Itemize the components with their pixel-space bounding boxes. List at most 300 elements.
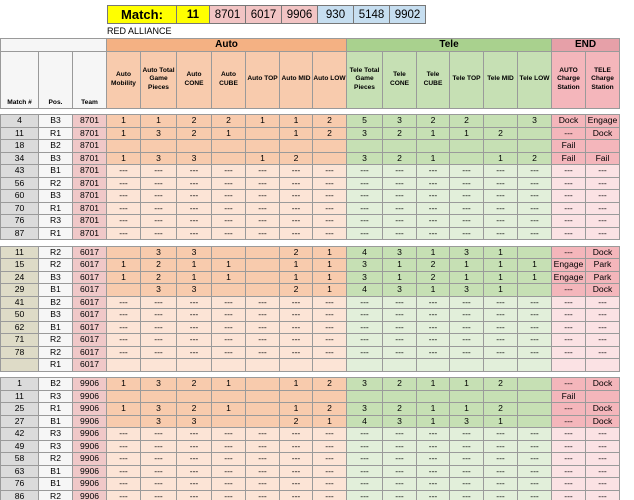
cell-match[interactable]: 42 (1, 428, 39, 441)
cell-tele-cube[interactable]: --- (417, 202, 450, 215)
cell-tele-total[interactable]: 4 (347, 284, 383, 297)
cell-match[interactable]: 1 (1, 378, 39, 391)
cell-tele-cube[interactable]: 1 (417, 152, 450, 165)
cell-auto-cube[interactable]: --- (212, 321, 246, 334)
cell-auto-charge[interactable]: --- (552, 415, 586, 428)
cell-auto-mobility[interactable]: --- (107, 309, 141, 322)
cell-tele-total[interactable]: --- (347, 227, 383, 240)
cell-auto-charge[interactable]: --- (552, 177, 586, 190)
cell-auto-total[interactable] (141, 140, 177, 153)
cell-team[interactable]: 9906 (73, 403, 107, 416)
cell-tele-mid[interactable]: --- (484, 428, 518, 441)
cell-auto-cone[interactable]: --- (177, 215, 212, 228)
cell-tele-total[interactable]: --- (347, 202, 383, 215)
cell-auto-cube[interactable]: --- (212, 465, 246, 478)
cell-tele-charge[interactable]: --- (586, 428, 620, 441)
cell-tele-cube[interactable]: --- (417, 453, 450, 466)
cell-tele-charge[interactable] (586, 359, 620, 372)
cell-tele-low[interactable]: --- (518, 428, 552, 441)
cell-tele-top[interactable]: --- (450, 190, 484, 203)
cell-auto-mid[interactable]: --- (280, 165, 313, 178)
cell-auto-cone[interactable]: --- (177, 165, 212, 178)
cell-team[interactable]: 8701 (73, 215, 107, 228)
cell-match[interactable]: 24 (1, 271, 39, 284)
cell-match[interactable]: 63 (1, 465, 39, 478)
cell-auto-total[interactable]: --- (141, 190, 177, 203)
cell-auto-charge[interactable]: --- (552, 202, 586, 215)
cell-tele-charge[interactable]: Park (586, 271, 620, 284)
cell-tele-charge[interactable]: Engage (586, 115, 620, 128)
cell-tele-total[interactable]: 5 (347, 115, 383, 128)
cell-pos[interactable]: R1 (39, 403, 73, 416)
cell-pos[interactable]: R2 (39, 177, 73, 190)
cell-auto-cone[interactable]: --- (177, 453, 212, 466)
cell-auto-cone[interactable]: --- (177, 490, 212, 500)
cell-auto-cube[interactable]: --- (212, 428, 246, 441)
cell-auto-top[interactable]: --- (246, 465, 280, 478)
cell-auto-cone[interactable]: --- (177, 478, 212, 491)
cell-tele-low[interactable]: --- (518, 478, 552, 491)
cell-auto-top[interactable]: --- (246, 346, 280, 359)
cell-tele-cube[interactable]: 1 (417, 415, 450, 428)
cell-auto-mobility[interactable] (107, 415, 141, 428)
cell-pos[interactable]: B1 (39, 465, 73, 478)
cell-auto-top[interactable]: --- (246, 202, 280, 215)
cell-auto-charge[interactable]: --- (552, 465, 586, 478)
cell-tele-low[interactable] (518, 284, 552, 297)
cell-auto-mobility[interactable]: 1 (107, 115, 141, 128)
cell-auto-charge[interactable]: Fail (552, 152, 586, 165)
cell-pos[interactable]: B3 (39, 190, 73, 203)
cell-tele-total[interactable]: --- (347, 490, 383, 500)
cell-tele-cube[interactable]: 2 (417, 271, 450, 284)
cell-team[interactable]: 8701 (73, 177, 107, 190)
cell-auto-low[interactable]: --- (313, 165, 347, 178)
cell-auto-mobility[interactable] (107, 140, 141, 153)
cell-auto-total[interactable]: --- (141, 346, 177, 359)
cell-auto-mid[interactable]: 1 (280, 127, 313, 140)
cell-auto-cone[interactable]: 2 (177, 378, 212, 391)
cell-tele-top[interactable]: --- (450, 296, 484, 309)
cell-pos[interactable]: B3 (39, 152, 73, 165)
cell-tele-top[interactable] (450, 152, 484, 165)
cell-tele-total[interactable]: --- (347, 165, 383, 178)
cell-match[interactable]: 11 (1, 390, 39, 403)
cell-auto-top[interactable]: --- (246, 440, 280, 453)
cell-auto-mobility[interactable]: --- (107, 177, 141, 190)
cell-team[interactable]: 6017 (73, 359, 107, 372)
cell-team[interactable]: 9906 (73, 378, 107, 391)
match-number[interactable]: 11 (176, 5, 210, 24)
cell-pos[interactable]: B1 (39, 415, 73, 428)
cell-auto-cube[interactable]: --- (212, 334, 246, 347)
cell-tele-top[interactable]: --- (450, 177, 484, 190)
cell-team[interactable]: 6017 (73, 271, 107, 284)
cell-match[interactable]: 11 (1, 246, 39, 259)
cell-auto-cube[interactable] (212, 359, 246, 372)
cell-auto-top[interactable] (246, 390, 280, 403)
cell-tele-total[interactable]: --- (347, 177, 383, 190)
cell-auto-mobility[interactable]: --- (107, 465, 141, 478)
cell-auto-mobility[interactable]: --- (107, 346, 141, 359)
cell-auto-cube[interactable]: --- (212, 190, 246, 203)
cell-auto-charge[interactable]: --- (552, 378, 586, 391)
cell-auto-mobility[interactable]: --- (107, 334, 141, 347)
cell-auto-total[interactable]: 3 (141, 127, 177, 140)
cell-auto-total[interactable]: 3 (141, 415, 177, 428)
cell-match[interactable]: 49 (1, 440, 39, 453)
cell-auto-low[interactable] (313, 390, 347, 403)
cell-tele-cube[interactable]: 1 (417, 246, 450, 259)
cell-auto-top[interactable] (246, 284, 280, 297)
cell-auto-low[interactable]: 2 (313, 127, 347, 140)
cell-auto-charge[interactable]: --- (552, 296, 586, 309)
cell-tele-cone[interactable]: --- (383, 177, 417, 190)
cell-tele-top[interactable]: --- (450, 165, 484, 178)
cell-auto-total[interactable]: 3 (141, 284, 177, 297)
cell-auto-mobility[interactable]: --- (107, 165, 141, 178)
cell-auto-low[interactable]: 1 (313, 415, 347, 428)
cell-tele-cube[interactable]: --- (417, 346, 450, 359)
cell-auto-total[interactable]: --- (141, 309, 177, 322)
cell-tele-top[interactable]: --- (450, 440, 484, 453)
cell-tele-charge[interactable] (586, 140, 620, 153)
cell-auto-top[interactable] (246, 127, 280, 140)
cell-auto-mid[interactable]: --- (280, 465, 313, 478)
cell-tele-low[interactable]: 3 (518, 115, 552, 128)
cell-auto-total[interactable] (141, 390, 177, 403)
cell-auto-low[interactable]: --- (313, 490, 347, 500)
cell-auto-mobility[interactable]: --- (107, 490, 141, 500)
cell-tele-cube[interactable]: 2 (417, 259, 450, 272)
cell-match[interactable]: 86 (1, 490, 39, 500)
cell-auto-mobility[interactable] (107, 284, 141, 297)
cell-tele-charge[interactable]: --- (586, 346, 620, 359)
cell-tele-cube[interactable]: --- (417, 321, 450, 334)
cell-tele-charge[interactable]: --- (586, 465, 620, 478)
cell-auto-low[interactable]: --- (313, 334, 347, 347)
cell-auto-cube[interactable]: --- (212, 227, 246, 240)
cell-auto-mobility[interactable]: 1 (107, 378, 141, 391)
cell-auto-cube[interactable]: --- (212, 215, 246, 228)
cell-team[interactable]: 6017 (73, 309, 107, 322)
cell-tele-charge[interactable]: Dock (586, 403, 620, 416)
cell-auto-low[interactable] (313, 152, 347, 165)
cell-tele-cube[interactable]: --- (417, 215, 450, 228)
cell-tele-total[interactable] (347, 140, 383, 153)
cell-match[interactable]: 62 (1, 321, 39, 334)
cell-tele-mid[interactable]: --- (484, 478, 518, 491)
cell-auto-mobility[interactable]: 1 (107, 403, 141, 416)
cell-tele-mid[interactable]: --- (484, 190, 518, 203)
cell-match[interactable]: 56 (1, 177, 39, 190)
cell-tele-cone[interactable]: --- (383, 309, 417, 322)
cell-tele-cone[interactable] (383, 390, 417, 403)
cell-auto-cube[interactable]: 2 (212, 115, 246, 128)
cell-auto-cube[interactable]: 1 (212, 259, 246, 272)
cell-tele-mid[interactable]: --- (484, 321, 518, 334)
cell-auto-top[interactable] (246, 259, 280, 272)
cell-auto-cube[interactable]: --- (212, 309, 246, 322)
cell-tele-cube[interactable]: --- (417, 428, 450, 441)
cell-auto-cube[interactable] (212, 415, 246, 428)
cell-auto-cube[interactable]: 1 (212, 403, 246, 416)
cell-tele-cube[interactable]: --- (417, 440, 450, 453)
cell-auto-cone[interactable]: 1 (177, 271, 212, 284)
cell-match[interactable]: 43 (1, 165, 39, 178)
cell-auto-charge[interactable]: --- (552, 215, 586, 228)
cell-auto-total[interactable]: --- (141, 428, 177, 441)
cell-tele-top[interactable]: --- (450, 215, 484, 228)
cell-tele-cone[interactable]: --- (383, 165, 417, 178)
cell-tele-mid[interactable]: 2 (484, 403, 518, 416)
cell-auto-top[interactable] (246, 359, 280, 372)
cell-tele-mid[interactable]: 2 (484, 127, 518, 140)
cell-auto-cone[interactable]: --- (177, 202, 212, 215)
cell-tele-low[interactable] (518, 390, 552, 403)
cell-tele-cone[interactable]: --- (383, 346, 417, 359)
cell-tele-top[interactable] (450, 359, 484, 372)
cell-tele-total[interactable] (347, 359, 383, 372)
cell-auto-cone[interactable]: 2 (177, 115, 212, 128)
cell-auto-charge[interactable]: --- (552, 309, 586, 322)
cell-tele-cone[interactable]: --- (383, 190, 417, 203)
cell-tele-mid[interactable] (484, 359, 518, 372)
cell-tele-top[interactable]: --- (450, 321, 484, 334)
cell-tele-top[interactable]: 1 (450, 378, 484, 391)
cell-tele-mid[interactable]: --- (484, 465, 518, 478)
cell-tele-low[interactable]: --- (518, 215, 552, 228)
cell-tele-low[interactable]: --- (518, 465, 552, 478)
cell-auto-total[interactable]: 3 (141, 378, 177, 391)
cell-auto-low[interactable]: --- (313, 202, 347, 215)
cell-match[interactable]: 11 (1, 127, 39, 140)
cell-auto-cube[interactable]: --- (212, 165, 246, 178)
cell-auto-low[interactable]: 2 (313, 115, 347, 128)
cell-pos[interactable]: R3 (39, 390, 73, 403)
cell-auto-mobility[interactable]: --- (107, 428, 141, 441)
cell-tele-total[interactable]: 4 (347, 246, 383, 259)
cell-auto-total[interactable]: --- (141, 321, 177, 334)
cell-auto-mobility[interactable] (107, 390, 141, 403)
cell-tele-cube[interactable]: --- (417, 465, 450, 478)
cell-auto-charge[interactable]: --- (552, 453, 586, 466)
cell-auto-mobility[interactable]: --- (107, 296, 141, 309)
cell-tele-total[interactable]: --- (347, 296, 383, 309)
cell-tele-total[interactable]: 4 (347, 415, 383, 428)
cell-tele-total[interactable]: --- (347, 309, 383, 322)
cell-tele-low[interactable] (518, 415, 552, 428)
cell-auto-cone[interactable]: --- (177, 190, 212, 203)
cell-tele-cone[interactable]: --- (383, 334, 417, 347)
cell-team[interactable]: 6017 (73, 259, 107, 272)
cell-auto-total[interactable]: --- (141, 202, 177, 215)
cell-team[interactable]: 8701 (73, 140, 107, 153)
cell-tele-charge[interactable]: --- (586, 227, 620, 240)
cell-auto-cube[interactable]: --- (212, 346, 246, 359)
cell-auto-mobility[interactable]: --- (107, 227, 141, 240)
cell-tele-mid[interactable]: 1 (484, 152, 518, 165)
cell-auto-charge[interactable]: --- (552, 334, 586, 347)
cell-tele-top[interactable]: --- (450, 334, 484, 347)
cell-tele-cube[interactable]: --- (417, 190, 450, 203)
cell-auto-mid[interactable]: --- (280, 296, 313, 309)
cell-tele-cone[interactable]: 2 (383, 127, 417, 140)
cell-tele-charge[interactable]: --- (586, 165, 620, 178)
cell-auto-total[interactable]: --- (141, 227, 177, 240)
cell-tele-top[interactable]: 1 (450, 403, 484, 416)
cell-tele-low[interactable]: --- (518, 177, 552, 190)
cell-tele-mid[interactable]: --- (484, 453, 518, 466)
cell-tele-cone[interactable]: 3 (383, 284, 417, 297)
cell-tele-charge[interactable]: Dock (586, 127, 620, 140)
red-team-1[interactable]: 8701 (209, 5, 246, 24)
cell-auto-cube[interactable] (212, 284, 246, 297)
cell-auto-total[interactable]: --- (141, 478, 177, 491)
cell-auto-mobility[interactable]: 1 (107, 271, 141, 284)
cell-pos[interactable]: B2 (39, 378, 73, 391)
cell-match[interactable]: 25 (1, 403, 39, 416)
cell-auto-mid[interactable]: --- (280, 478, 313, 491)
cell-tele-charge[interactable] (586, 390, 620, 403)
cell-tele-cube[interactable]: --- (417, 227, 450, 240)
cell-auto-cone[interactable]: --- (177, 296, 212, 309)
cell-auto-top[interactable]: --- (246, 309, 280, 322)
cell-match[interactable]: 70 (1, 202, 39, 215)
cell-tele-charge[interactable]: --- (586, 215, 620, 228)
cell-tele-low[interactable]: --- (518, 227, 552, 240)
cell-tele-cube[interactable]: 1 (417, 403, 450, 416)
cell-auto-cube[interactable]: --- (212, 490, 246, 500)
cell-tele-cone[interactable]: 2 (383, 403, 417, 416)
cell-tele-total[interactable]: --- (347, 478, 383, 491)
cell-auto-cube[interactable] (212, 140, 246, 153)
cell-tele-charge[interactable]: --- (586, 190, 620, 203)
cell-auto-charge[interactable]: --- (552, 127, 586, 140)
cell-auto-cube[interactable]: --- (212, 177, 246, 190)
cell-tele-top[interactable]: 2 (450, 115, 484, 128)
cell-auto-low[interactable]: --- (313, 321, 347, 334)
cell-auto-mobility[interactable]: --- (107, 453, 141, 466)
cell-auto-mid[interactable]: 1 (280, 403, 313, 416)
cell-tele-low[interactable]: --- (518, 346, 552, 359)
cell-auto-mid[interactable]: --- (280, 346, 313, 359)
cell-auto-charge[interactable]: --- (552, 227, 586, 240)
cell-auto-charge[interactable]: --- (552, 346, 586, 359)
cell-tele-low[interactable]: --- (518, 440, 552, 453)
cell-tele-top[interactable] (450, 390, 484, 403)
cell-auto-mobility[interactable]: --- (107, 478, 141, 491)
cell-tele-charge[interactable]: --- (586, 296, 620, 309)
cell-tele-low[interactable]: --- (518, 190, 552, 203)
cell-auto-cube[interactable]: 1 (212, 378, 246, 391)
cell-tele-total[interactable]: --- (347, 321, 383, 334)
cell-auto-low[interactable]: --- (313, 190, 347, 203)
cell-tele-cone[interactable]: --- (383, 202, 417, 215)
cell-auto-cube[interactable]: --- (212, 453, 246, 466)
cell-auto-mid[interactable]: 2 (280, 152, 313, 165)
cell-tele-top[interactable]: 1 (450, 127, 484, 140)
cell-pos[interactable]: B3 (39, 115, 73, 128)
cell-auto-low[interactable]: --- (313, 428, 347, 441)
cell-auto-charge[interactable]: --- (552, 440, 586, 453)
cell-team[interactable]: 6017 (73, 334, 107, 347)
cell-tele-top[interactable]: 1 (450, 259, 484, 272)
cell-match[interactable]: 34 (1, 152, 39, 165)
cell-auto-charge[interactable]: Fail (552, 140, 586, 153)
cell-pos[interactable]: B1 (39, 478, 73, 491)
cell-tele-low[interactable]: --- (518, 321, 552, 334)
cell-auto-cube[interactable]: --- (212, 202, 246, 215)
cell-tele-charge[interactable]: --- (586, 202, 620, 215)
cell-auto-total[interactable]: 2 (141, 259, 177, 272)
cell-pos[interactable]: R3 (39, 440, 73, 453)
cell-tele-top[interactable]: --- (450, 478, 484, 491)
cell-tele-mid[interactable]: --- (484, 346, 518, 359)
cell-tele-low[interactable]: 1 (518, 259, 552, 272)
cell-tele-cube[interactable]: --- (417, 478, 450, 491)
cell-auto-charge[interactable]: --- (552, 428, 586, 441)
cell-pos[interactable]: B3 (39, 309, 73, 322)
cell-tele-mid[interactable]: 1 (484, 246, 518, 259)
cell-match[interactable]: 50 (1, 309, 39, 322)
cell-team[interactable]: 8701 (73, 165, 107, 178)
cell-tele-charge[interactable]: --- (586, 490, 620, 500)
cell-auto-charge[interactable]: --- (552, 490, 586, 500)
cell-team[interactable]: 8701 (73, 202, 107, 215)
cell-auto-charge[interactable] (552, 359, 586, 372)
cell-tele-low[interactable]: --- (518, 296, 552, 309)
blue-team-3[interactable]: 9902 (389, 5, 426, 24)
cell-team[interactable]: 6017 (73, 284, 107, 297)
cell-auto-mid[interactable]: 1 (280, 115, 313, 128)
cell-tele-charge[interactable]: Dock (586, 284, 620, 297)
cell-tele-top[interactable]: 1 (450, 271, 484, 284)
cell-auto-mobility[interactable] (107, 246, 141, 259)
cell-tele-cone[interactable]: 3 (383, 415, 417, 428)
cell-pos[interactable]: R3 (39, 215, 73, 228)
cell-tele-cube[interactable]: --- (417, 296, 450, 309)
cell-tele-charge[interactable]: --- (586, 321, 620, 334)
cell-tele-cube[interactable]: 2 (417, 115, 450, 128)
cell-auto-total[interactable]: --- (141, 165, 177, 178)
cell-tele-cube[interactable] (417, 140, 450, 153)
cell-tele-top[interactable]: --- (450, 428, 484, 441)
cell-tele-top[interactable]: 3 (450, 284, 484, 297)
cell-auto-cube[interactable] (212, 390, 246, 403)
cell-auto-low[interactable]: --- (313, 440, 347, 453)
cell-auto-charge[interactable]: Engage (552, 259, 586, 272)
cell-auto-mid[interactable]: --- (280, 490, 313, 500)
cell-tele-total[interactable]: --- (347, 190, 383, 203)
cell-match[interactable]: 15 (1, 259, 39, 272)
cell-auto-total[interactable]: 3 (141, 246, 177, 259)
cell-auto-low[interactable]: --- (313, 465, 347, 478)
cell-auto-mid[interactable]: --- (280, 227, 313, 240)
cell-tele-low[interactable] (518, 140, 552, 153)
red-team-3[interactable]: 9906 (281, 5, 318, 24)
cell-auto-total[interactable]: --- (141, 490, 177, 500)
cell-tele-cone[interactable]: --- (383, 296, 417, 309)
cell-tele-low[interactable] (518, 127, 552, 140)
cell-tele-mid[interactable]: 1 (484, 271, 518, 284)
cell-team[interactable]: 9906 (73, 490, 107, 500)
cell-tele-mid[interactable] (484, 115, 518, 128)
cell-tele-cone[interactable]: --- (383, 440, 417, 453)
cell-auto-top[interactable]: --- (246, 190, 280, 203)
cell-tele-charge[interactable]: --- (586, 177, 620, 190)
cell-match[interactable]: 71 (1, 334, 39, 347)
